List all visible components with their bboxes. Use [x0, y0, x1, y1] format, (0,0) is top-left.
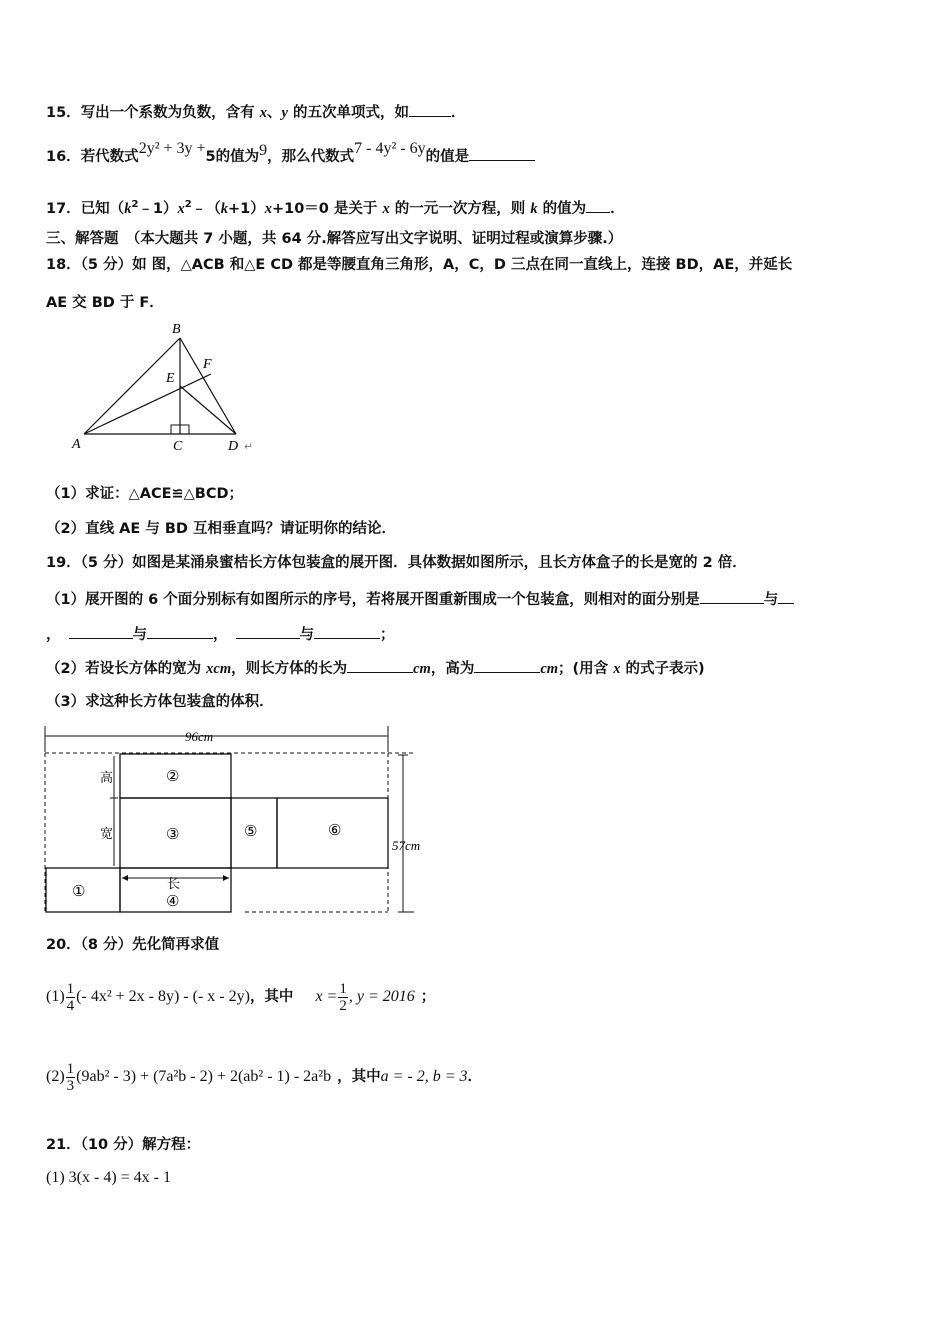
- question-18-line2: AE 交 BD 于 F．: [46, 295, 164, 311]
- face-4-label: ④: [166, 894, 180, 910]
- answer-blank[interactable]: [314, 624, 380, 639]
- line-bd: [180, 338, 236, 434]
- answer-blank[interactable]: [409, 102, 451, 117]
- question-20-part1: (1) $\frac{1}{4}$ (- 4x² + 2x - 8y) - (- x - 2y)，其中 x = $\frac{1}{2}$ , y = 2016 ；: [46, 980, 436, 1014]
- question-19-line1: 19．（5 分）如图是某涌泉蜜桔长方体包装盒的展开图．具体数据如图所示，且长方体盒子的长是宽的 2 倍．: [46, 555, 747, 571]
- answer-blank[interactable]: [147, 624, 213, 639]
- question-17: 17．已知$(k^2﹣1)x^2﹣(k+1)x+10=0$ 是关于 x 的一元一次方程，则 k 的值为 ．: [46, 199, 625, 217]
- question-19-part3: （3）求这种长方体包装盒的体积．: [46, 694, 274, 710]
- answer-blank[interactable]: [586, 198, 610, 213]
- height-label: 57cm: [392, 838, 421, 853]
- question-21-title: 21．（10 分）解方程：: [46, 1137, 201, 1153]
- line-ab: [84, 338, 180, 434]
- answer-blank[interactable]: [469, 146, 535, 161]
- question-number: 15．: [46, 105, 81, 121]
- fraction: $\frac{1}{4}$: [66, 980, 75, 1014]
- question-20-title: 20．（8 分）先化简再求值: [46, 937, 220, 953]
- kuan-label: 宽: [100, 826, 114, 841]
- answer-blank[interactable]: [474, 658, 540, 673]
- face-5-label: ⑤: [244, 824, 258, 840]
- triangle-figure: [64, 318, 264, 458]
- label-e: E: [166, 371, 175, 386]
- question-16: 16．若代数式2y² + 3y +5的值为9，那么代数式7 - 4y² - 6y的值是: [46, 146, 535, 167]
- question-15: 15．写出一个系数为负数，含有 x、y 的五次单项式，如 ．: [46, 102, 466, 123]
- gao-label: 高: [100, 770, 114, 785]
- chang-label: 长: [167, 876, 181, 891]
- expression: (9ab² - 3) + (7a²b - 2) + 2(ab² - 1) - 2a²b: [76, 1068, 332, 1085]
- label-c: C: [173, 439, 183, 454]
- face-2-label: ②: [166, 769, 180, 785]
- expression-1: 2y² + 3y +: [138, 140, 206, 157]
- question-21-part1: (1) 3(x - 4) = 4x - 1: [46, 1169, 171, 1186]
- expression: (- 4x² + 2x - 8y) - (- x - 2y): [76, 988, 250, 1005]
- question-20-part2: (2) $\frac{1}{3}$ (9ab² - 3) + (7a²b - 2) + 2(ab² - 1) - 2a²b ，其中a = - 2, b = 3．: [46, 1060, 482, 1094]
- answer-blank[interactable]: [236, 624, 300, 639]
- section-heading: 三、解答题 （本大题共 7 小题，共 64 分.解答应写出文字说明、证明过程或演算步骤.）: [46, 231, 623, 247]
- question-number: 16．: [46, 149, 81, 165]
- line-ed: [180, 386, 236, 434]
- expression-2: 7 - 4y² - 6y: [354, 140, 426, 157]
- answer-blank[interactable]: [778, 589, 794, 604]
- face-3-label: ③: [166, 827, 180, 843]
- line-af: [84, 374, 211, 434]
- return-mark: ↵: [244, 441, 254, 453]
- question-19-part2: （2）若设长方体的宽为 xcm，则长方体的长为 cm，高为 cm；(用含 x 的式子表示): [46, 658, 705, 679]
- question-18-part2: （2）直线 AE 与 BD 互相垂直吗？请证明你的结论．: [46, 521, 396, 537]
- question-19-part1: （1）展开图的 6 个面分别标有如图所示的序号，若将展开图重新围成一个包装盒，则相对的面分别是 与: [46, 589, 794, 610]
- fraction: $\frac{1}{3}$: [66, 1060, 75, 1094]
- face-1-label: ①: [72, 884, 86, 900]
- box-net-figure: [40, 722, 440, 918]
- question-18-line1: 18．（5 分）如 图，△ACB 和△E CD 都是等腰直角三角形，A，C，D 三点在同一直线上，连接 BD，AE，并延长: [46, 257, 793, 273]
- answer-blank[interactable]: [347, 658, 413, 673]
- fraction: $\frac{1}{2}$: [339, 980, 347, 1014]
- answer-blank[interactable]: [700, 589, 764, 604]
- label-d: D: [228, 439, 239, 454]
- label-a: A: [72, 437, 81, 452]
- question-18-part1: （1）求证：△ACE≌△BCD；: [46, 486, 244, 502]
- answer-blank[interactable]: [69, 624, 133, 639]
- face-6-label: ⑥: [328, 823, 342, 839]
- label-b: B: [172, 322, 181, 337]
- question-number: 17．: [46, 201, 81, 217]
- question-19-part1-cont: ， 与 ， 与 ；: [46, 624, 395, 645]
- label-f: F: [203, 357, 212, 372]
- width-label: 96cm: [185, 729, 214, 744]
